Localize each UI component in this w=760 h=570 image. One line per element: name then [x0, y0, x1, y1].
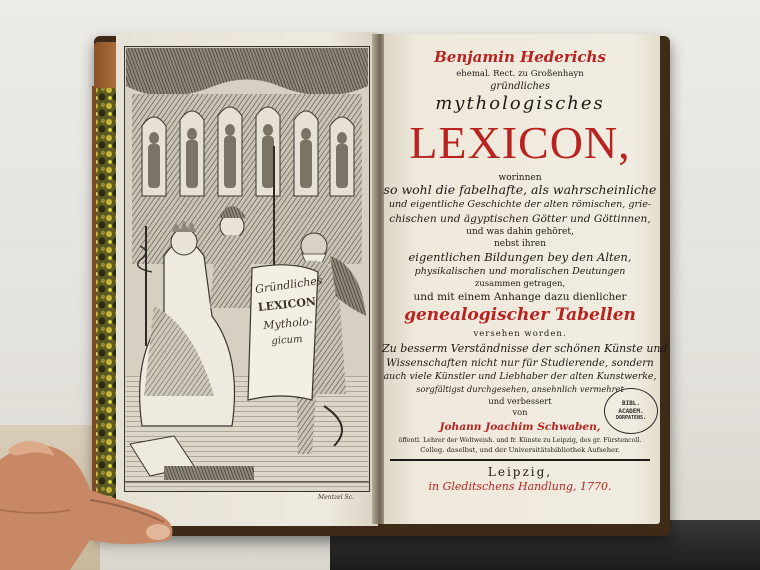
editor-note-2: Colleg. daselbst, und der Universitätsbibliothek Aufseher. [420, 446, 620, 454]
stamp-line-3: DORPATENS. [615, 415, 647, 422]
scroll-text-3: Mytholo- [262, 314, 314, 333]
title-line-15: versehen worden. [473, 329, 567, 339]
title-line-16: Zu besserm Verständnisse der schönen Künste und [382, 342, 668, 355]
title-line-7: chischen und ägyptischen Götter und Göttinnen, [389, 213, 651, 225]
library-stamp [604, 388, 658, 434]
stamp-line-1: BIBL. [621, 400, 641, 408]
title-line-1: gründliches [490, 81, 550, 92]
engraver-signature: Mentzel Sc. [318, 494, 354, 501]
scroll-text-4: gicum [271, 333, 303, 348]
author-note: ehemal. Rect. zu Großenhayn [456, 69, 584, 79]
title-line-4: worinnen [498, 173, 542, 183]
imprint-rule [390, 459, 650, 461]
title-line-6: und eigentliche Geschichte der alten römischen, grie- [388, 199, 652, 210]
imprint-publisher: in Gleditschens Handlung, 1770. [428, 480, 612, 493]
title-line-5: so wohl die fabelhafte, als wahrscheinliche [383, 182, 657, 197]
title-line-20: und verbessert [488, 396, 552, 406]
title-line-17: Wissenschaften nicht nur für Studierende, sondern [386, 357, 654, 369]
title-line-10: eigentlichen Bildungen bey den Alten, [408, 250, 632, 264]
author-line: Benjamin Hederichs [434, 48, 606, 66]
title-line-9: nebst ihren [493, 239, 547, 249]
title-line-2: mythologisches [435, 93, 605, 114]
scroll-text-2: LEXICON [257, 294, 317, 315]
title-line-13: und mit einem Anhange dazu dienlicher [413, 291, 627, 303]
title-line-21: von [512, 407, 528, 417]
holding-hand [0, 420, 200, 570]
scroll-text-1: Gründliches [254, 273, 324, 297]
title-line-12: zusammen getragen, [474, 279, 566, 289]
imprint-place: Leipzig, [487, 465, 553, 479]
title-line-19: sorgfältigst durchgesehen, ansehnlich vermehret [416, 384, 624, 394]
editor-name: Johann Joachim Schwaben, [439, 421, 601, 433]
title-line-8: und was dahin gehöret, [466, 227, 574, 237]
title-lexicon: LEXICON, [409, 117, 631, 168]
title-tabellen: genealogischer Tabellen [404, 305, 636, 325]
title-line-11: physikalischen und moralischen Deutungen [414, 266, 626, 277]
editor-note-1: öffentl. Lehrer der Weltweish. und fr. Künste zu Leipzig, des gr. Fürstencoll. [398, 437, 642, 444]
title-page [382, 34, 668, 520]
stamp-line-2: ACADEM. [618, 407, 644, 415]
title-line-18: auch viele Künstler und Liebhaber der alten Kunstwerke, [383, 371, 657, 382]
